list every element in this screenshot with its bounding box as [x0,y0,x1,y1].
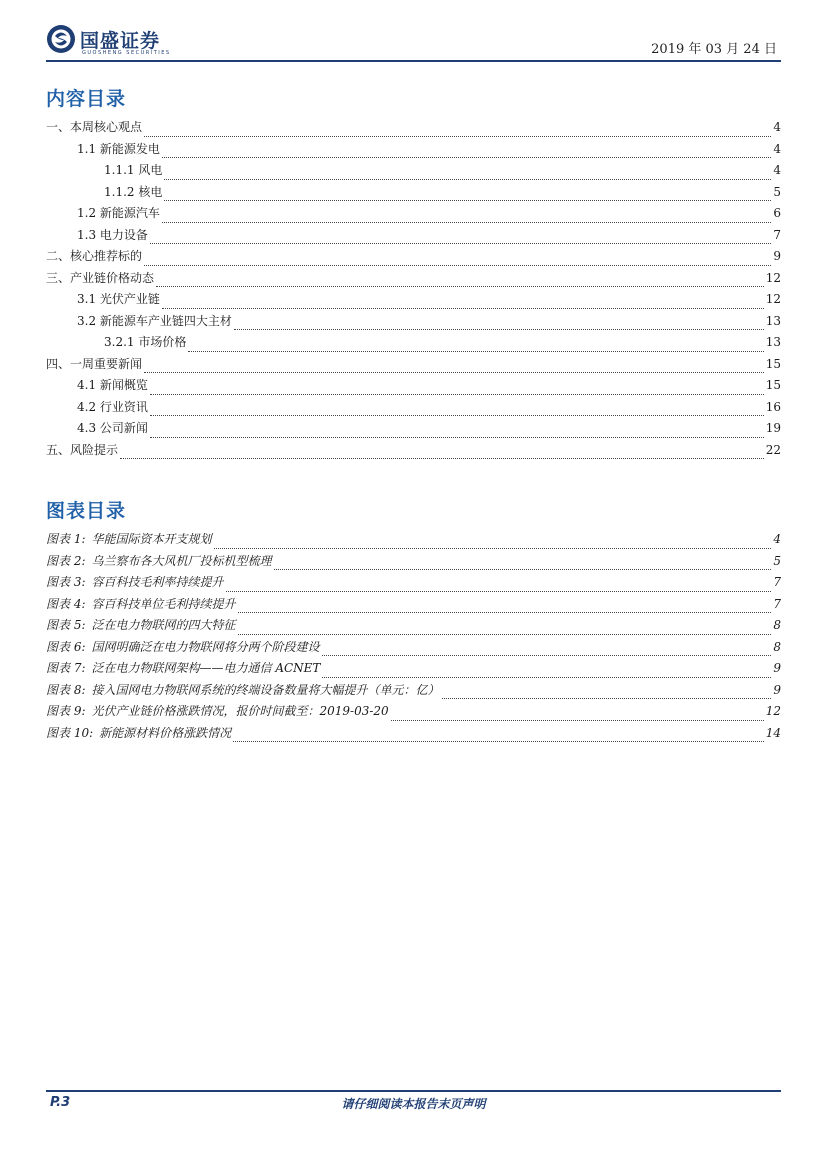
toc-dot-leader [156,285,764,287]
figure-entry-label: 国网明确泛在电力物联网将分两个阶段建设 [91,639,320,654]
figure-entry-page: 14 [765,725,781,740]
toc-dot-leader [162,307,764,309]
toc-dot-leader [144,371,764,373]
toc-dot-leader [164,199,771,201]
toc-entry-page: 4 [773,141,781,156]
toc-entry[interactable] [46,441,781,463]
figure-entry-number: 图表 9: [46,704,86,718]
toc-entry-label: 1.3 电力设备 [77,227,148,242]
brand-subtitle: GUOSHENG SECURITIES [82,50,171,56]
figure-entry-label: 光伏产业链价格涨跌情况，报价时间截至：2019-03-20 [91,704,389,718]
toc-entry-label: 五、风险提示 [46,442,119,457]
header-divider [46,60,781,62]
toc-entry[interactable] [46,312,781,334]
toc-entry-page: 13 [765,313,781,328]
toc-entry-label: 4.1 新闻概览 [77,378,148,392]
toc-dot-leader [150,436,764,438]
figure-dot-leader [238,633,772,635]
toc-dot-leader [150,393,764,395]
toc-entry[interactable] [46,398,781,420]
figure-entry-number: 图表 1: [46,532,86,546]
toc-entry[interactable] [46,226,781,248]
figure-dot-leader [274,568,772,570]
toc-dot-leader [150,242,771,244]
figure-dot-leader [238,611,772,613]
brand-logo-icon [46,24,76,54]
brand-name: 国盛证券 [80,30,161,52]
toc-entry[interactable] [46,290,781,312]
figure-dot-leader [226,590,772,592]
figure-entry-label: 乌兰察布各大风机厂投标机型梳理 [91,553,272,568]
page-number: P.3 [50,1095,71,1110]
toc-dot-leader [144,264,771,266]
figure-dot-leader [322,676,771,678]
footer-divider [46,1090,781,1092]
toc-entry-label: 二、核心推荐标的 [46,249,143,263]
toc-entry-page: 7 [773,227,781,242]
figure-entry[interactable] [46,573,781,595]
toc-entry-label: 四、一周重要新闻 [46,356,143,371]
toc-dot-leader [144,135,771,137]
figure-entry-label: 新能源材料价格涨跌情况 [99,725,232,740]
toc-entry[interactable] [46,333,781,355]
figure-entry-label: 接入国网电力物联网系统的终端设备数量将大幅提升（单元：亿） [91,682,440,697]
figure-entry-label: 泛在电力物联网的四大特征 [91,618,236,632]
toc-entry[interactable] [46,419,781,441]
toc-dot-leader [164,178,771,180]
toc-dot-leader [120,457,764,459]
figure-entry-page: 5 [773,553,781,568]
toc-entry-label: 4.3 公司新闻 [77,421,148,435]
figure-entry-page: 12 [765,704,781,718]
figure-entry-label: 华能国际资本开支规划 [91,532,212,546]
toc-entry-label: 3.1 光伏产业链 [77,292,160,306]
figure-entry[interactable] [46,530,781,552]
figure-entry-page: 8 [773,639,781,654]
toc-entry-page: 15 [765,356,781,371]
toc-entry-label: 1.1 新能源发电 [77,141,160,156]
toc-entry[interactable] [46,118,781,140]
toc-entry[interactable] [46,355,781,377]
figure-dot-leader [233,740,764,742]
figure-entry-page: 9 [773,682,781,697]
figure-entry-label: 容百科技毛利率持续提升 [91,575,224,589]
toc-dot-leader [162,221,771,223]
toc-entry-page: 16 [765,399,781,414]
figure-entry[interactable] [46,552,781,574]
toc-entry-label: 4.2 行业资讯 [77,399,148,414]
figure-entry-number: 图表 7: [46,661,86,675]
toc-entry-page: 13 [765,335,781,349]
figure-entry-number: 图表 2: [46,553,86,568]
toc-dot-leader [234,328,764,330]
toc-entry-page: 19 [765,421,781,435]
figure-entry-page: 8 [773,618,781,632]
toc-entry-label: 3.2 新能源车产业链四大主材 [77,313,232,328]
toc-entry-page: 12 [765,270,781,285]
figure-entry[interactable] [46,616,781,638]
toc-entry[interactable] [46,183,781,205]
figure-entry-label: 容百科技单位毛利持续提升 [91,596,236,611]
figure-dot-leader [391,719,764,721]
figure-index-title: 图表目录 [46,500,127,522]
figure-entry-number: 图表 4: [46,596,86,611]
toc-dot-leader [162,156,771,158]
toc-entry-page: 4 [773,163,781,177]
toc-entry-label: 一、本周核心观点 [46,120,143,134]
figure-entry-page: 9 [773,661,781,675]
toc-entry[interactable] [46,376,781,398]
figure-entry-number: 图表 5: [46,618,86,632]
toc-entry-page: 12 [765,292,781,306]
brand-logo [46,24,181,58]
toc-entry-page: 5 [773,184,781,199]
toc-entry[interactable] [46,140,781,162]
toc-entry-label: 3.2.1 市场价格 [104,335,187,349]
figure-entry[interactable] [46,702,781,724]
toc-entry-label: 1.1.1 风电 [104,163,163,177]
toc-dot-leader [150,414,764,416]
toc-entry-label: 1.1.2 核电 [104,184,163,199]
page-header [46,22,781,62]
figure-entry[interactable] [46,724,781,746]
toc-entry-page: 22 [765,442,781,457]
toc-entry[interactable] [46,269,781,291]
figure-entry-number: 图表 6: [46,639,86,654]
figure-entry-number: 图表 3: [46,575,86,589]
figure-entry[interactable] [46,638,781,660]
toc-dot-leader [188,350,763,352]
figure-entry[interactable] [46,659,781,681]
toc-list [46,118,781,462]
figure-entry-page: 4 [773,532,781,546]
figure-entry[interactable] [46,595,781,617]
figure-entry[interactable] [46,681,781,703]
figure-entry-number: 图表 8: [46,682,86,697]
toc-entry-page: 4 [773,120,781,134]
toc-entry[interactable] [46,161,781,183]
figure-dot-leader [322,654,772,656]
toc-entry[interactable] [46,247,781,269]
toc-entry-label: 1.2 新能源汽车 [77,206,160,220]
toc-entry-page: 9 [773,249,781,263]
figure-entry-label: 泛在电力物联网架构——电力通信 ACNET [91,661,321,675]
report-date: 2019 年 03 月 24 日 [651,42,777,57]
toc-entry-page: 15 [765,378,781,392]
toc-entry[interactable] [46,204,781,226]
figure-entry-number: 图表 10: [46,725,94,740]
figure-index-list [46,530,781,745]
toc-entry-label: 三、产业链价格动态 [46,270,155,285]
figure-dot-leader [442,697,772,699]
toc-title: 内容目录 [46,88,127,110]
figure-dot-leader [214,547,772,549]
disclaimer-note: 请仔细阅读本报告末页声明 [341,1097,486,1111]
toc-entry-page: 6 [773,206,781,220]
figure-entry-page: 7 [773,575,781,589]
figure-entry-page: 7 [773,596,781,611]
